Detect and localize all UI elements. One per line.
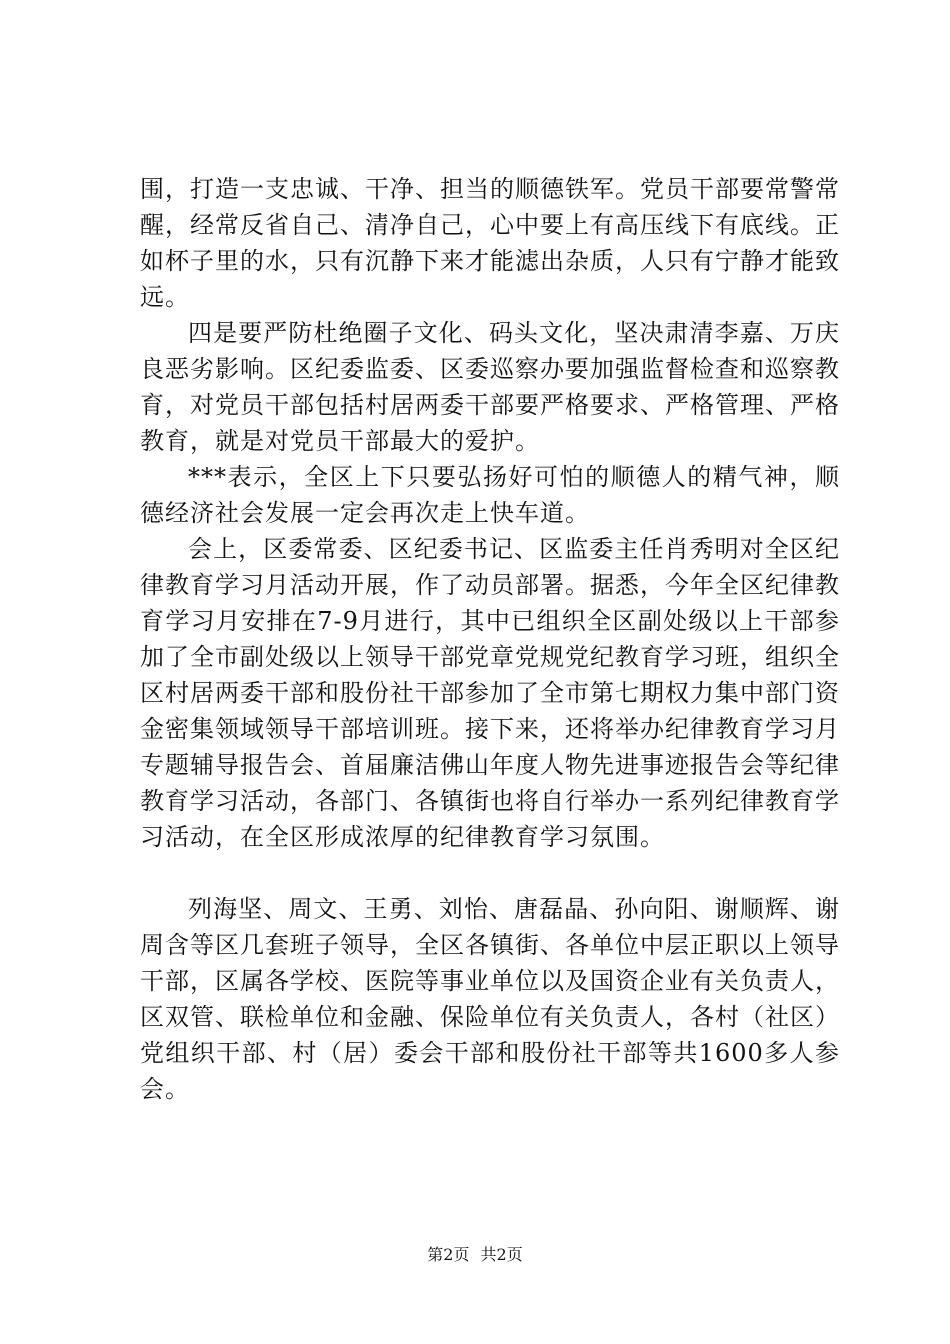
document-body bbox=[140, 171, 840, 1107]
paragraph-point-four: 四是要严防杜绝圈子文化、码头文化，坚决肃清李嘉、万庆良恶劣影响。区纪委监委、区委巡察办要加强监督检查和巡察教育，对党员干部包括村居两委干部要严格要求、严格管理、严格教育，就是对党员干部最大的爱护。 bbox=[140, 319, 840, 455]
paragraph-meeting: 会上，区委常委、区纪委书记、区监委主任肖秀明对全区纪律教育学习月活动开展，作了动员部署。据悉，今年全区纪律教育学习月安排在7-9月进行，其中已组织全区副处级以上干部参加了全市副处级以上领导干部党章党规党纪教育学习班，组织全区村居两委干部和股份社干部参加了全市第七期权力集中部门资金密集领域领导干部培训班。接下来，还将举办纪律教育学习月专题辅导报告会、首届廉洁佛山年度人物先进事迹报告会等纪律教育学习活动，各部门、各镇街也将自行举办一系列纪律教育学习活动，在全区形成浓厚的纪律教育学习氛围。 bbox=[140, 535, 840, 851]
paragraph-continuation: 围，打造一支忠诚、干净、担当的顺德铁军。党员干部要常警常醒，经常反省自己、清净自己，心中要上有高压线下有底线。正如杯子里的水，只有沉静下来才能滤出杂质，人只有宁静才能致远。 bbox=[140, 175, 840, 311]
paragraph-statement: ***表示，全区上下只要弘扬好可怕的顺德人的精气神，顺德经济社会发展一定会再次走上快车道。 bbox=[140, 463, 840, 527]
page-number: 第2页 bbox=[427, 1245, 470, 1264]
page-footer bbox=[0, 1244, 950, 1266]
paragraph-attendees: 列海坚、周文、王勇、刘怡、唐磊晶、孙向阳、谢顺辉、谢周含等区几套班子领导，全区各镇街、各单位中层正职以上领导干部，区属各学校、医院等事业单位以及国资企业有关负责人，区双管、联检单位和金融、保险单位有关负责人，各村（社区）党组织干部、村（居）委会干部和股份社干部等共1600多人参会。 bbox=[140, 895, 840, 1103]
page-total: 共2页 bbox=[480, 1245, 523, 1264]
